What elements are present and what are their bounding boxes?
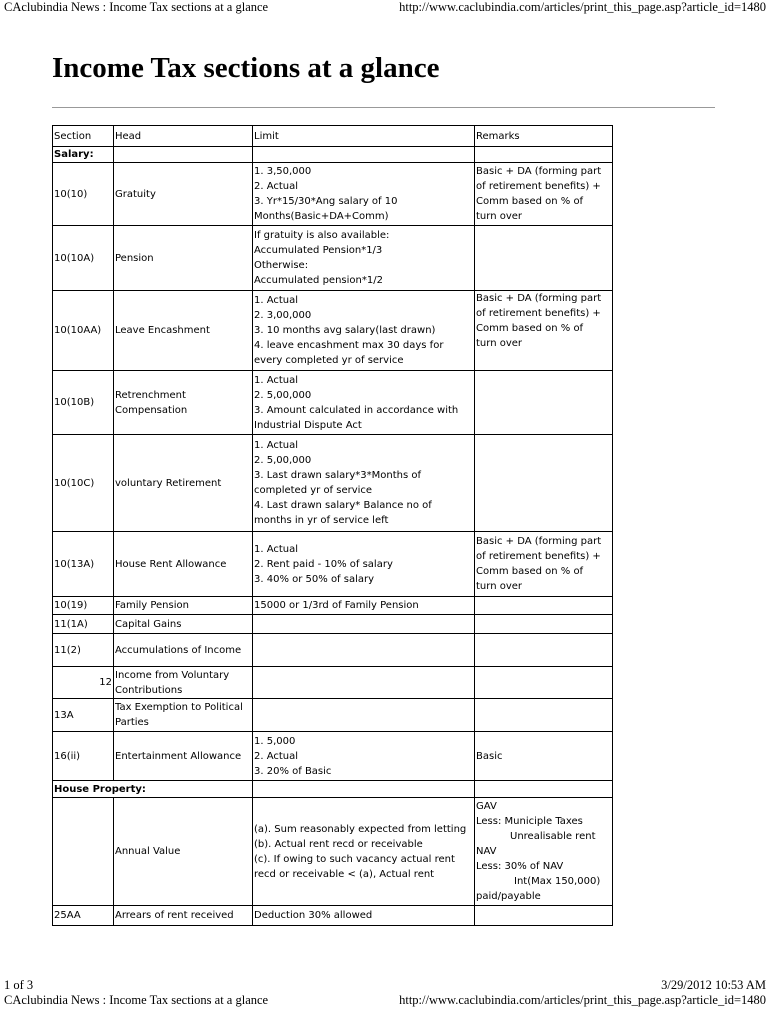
table-header-row xyxy=(53,126,613,147)
remarks-cell xyxy=(475,667,613,699)
table-row xyxy=(53,226,613,291)
print-footer-page-info xyxy=(4,978,766,993)
table-row xyxy=(53,597,613,615)
print-header-title: CAclubindia News : Income Tax sections at a glance xyxy=(4,0,269,14)
section-cell: 10(10B) xyxy=(53,371,114,435)
table-row xyxy=(53,732,613,781)
column-header-head: Head xyxy=(114,126,253,147)
page-title: Income Tax sections at a glance xyxy=(52,52,440,84)
remarks-cell xyxy=(475,906,613,926)
head-cell: Accumulations of Income xyxy=(114,634,253,667)
section-cell: 25AA xyxy=(53,906,114,926)
table-row xyxy=(53,798,613,906)
column-header-section: Section xyxy=(53,126,114,147)
section-cell: 10(13A) xyxy=(53,532,114,597)
limit-cell: 1. Actual 2. 5,00,000 3. Last drawn salary*3*Months of completed yr of service 4. Last drawn salary* Balance no of months in yr of service left xyxy=(253,435,475,532)
section-cell: 10(10C) xyxy=(53,435,114,532)
section-cell: 11(2) xyxy=(53,634,114,667)
table-row xyxy=(53,634,613,667)
remarks-cell xyxy=(475,226,613,291)
title-divider xyxy=(52,107,715,108)
table-row xyxy=(53,291,613,371)
remarks-cell: GAV Less: Municiple Taxes Unrealisable rent NAV Less: 30% of NAV Int(Max 150,000) paid/payable xyxy=(475,798,613,906)
group-label: Salary: xyxy=(53,147,114,163)
head-cell: Capital Gains xyxy=(114,615,253,634)
remarks-cell: Basic + DA (forming part of retirement benefits) + Comm based on % of turn over xyxy=(475,291,613,371)
remarks-cell xyxy=(475,435,613,532)
print-header-url: http://www.caclubindia.com/articles/print_this_page.asp?article_id=1480 xyxy=(399,0,766,14)
table-row xyxy=(53,163,613,226)
print-header xyxy=(4,0,766,15)
limit-cell: 1. Actual 2. 3,00,000 3. 10 months avg salary(last drawn) 4. leave encashment max 30 days for every completed yr of service xyxy=(253,291,475,371)
head-cell: Retrenchment Compensation xyxy=(114,371,253,435)
remarks-cell xyxy=(475,371,613,435)
limit-cell: 1. Actual 2. Rent paid - 10% of salary 3. 40% or 50% of salary xyxy=(253,532,475,597)
remarks-cell xyxy=(475,634,613,667)
print-footer-title: CAclubindia News : Income Tax sections at a glance xyxy=(4,993,269,1007)
limit-cell: 15000 or 1/3rd of Family Pension xyxy=(253,597,475,615)
print-footer-url: http://www.caclubindia.com/articles/print_this_page.asp?article_id=1480 xyxy=(399,993,766,1007)
remarks-cell: Basic + DA (forming part of retirement benefits) + Comm based on % of turn over xyxy=(475,532,613,597)
head-cell: Income from Voluntary Contributions xyxy=(114,667,253,699)
column-header-limit: Limit xyxy=(253,126,475,147)
head-cell: Entertainment Allowance xyxy=(114,732,253,781)
income-tax-sections-table xyxy=(52,125,613,926)
column-header-remarks: Remarks xyxy=(475,126,613,147)
head-cell: Annual Value xyxy=(114,798,253,906)
section-cell: 13A xyxy=(53,699,114,732)
remarks-cell xyxy=(475,699,613,732)
remarks-cell: Basic + DA (forming part of retirement benefits) + Comm based on % of turn over xyxy=(475,163,613,226)
limit-cell: 1. 3,50,000 2. Actual 3. Yr*15/30*Ang salary of 10 Months(Basic+DA+Comm) xyxy=(253,163,475,226)
head-cell: Arrears of rent received xyxy=(114,906,253,926)
section-cell: 10(10AA) xyxy=(53,291,114,371)
table-row xyxy=(53,532,613,597)
limit-cell: Deduction 30% allowed xyxy=(253,906,475,926)
page-number: 1 of 3 xyxy=(4,978,34,992)
section-cell xyxy=(53,798,114,906)
section-cell: 12 xyxy=(53,667,114,699)
head-cell: Family Pension xyxy=(114,597,253,615)
limit-cell: 1. Actual 2. 5,00,000 3. Amount calculated in accordance with Industrial Dispute Act xyxy=(253,371,475,435)
print-timestamp: 3/29/2012 10:53 AM xyxy=(661,978,766,992)
remarks-cell: Basic xyxy=(475,732,613,781)
head-cell: Pension xyxy=(114,226,253,291)
head-cell: Leave Encashment xyxy=(114,291,253,371)
table-row xyxy=(53,435,613,532)
table-row xyxy=(53,667,613,699)
section-cell: 11(1A) xyxy=(53,615,114,634)
table-row xyxy=(53,371,613,435)
remarks-cell xyxy=(475,597,613,615)
limit-cell xyxy=(253,634,475,667)
table-row xyxy=(53,906,613,926)
section-cell: 10(10) xyxy=(53,163,114,226)
head-cell: Tax Exemption to Political Parties xyxy=(114,699,253,732)
print-footer xyxy=(4,993,766,1008)
remarks-cell xyxy=(475,615,613,634)
limit-cell xyxy=(253,615,475,634)
limit-cell xyxy=(253,699,475,732)
head-cell: Gratuity xyxy=(114,163,253,226)
limit-cell xyxy=(253,667,475,699)
group-row-house-property xyxy=(53,781,613,798)
limit-cell: 1. 5,000 2. Actual 3. 20% of Basic xyxy=(253,732,475,781)
section-cell: 10(19) xyxy=(53,597,114,615)
head-cell: House Rent Allowance xyxy=(114,532,253,597)
section-cell: 16(ii) xyxy=(53,732,114,781)
head-cell: voluntary Retirement xyxy=(114,435,253,532)
limit-cell: If gratuity is also available: Accumulated Pension*1/3 Otherwise: Accumulated pension*1/2 xyxy=(253,226,475,291)
table-row xyxy=(53,699,613,732)
section-cell: 10(10A) xyxy=(53,226,114,291)
group-label: House Property: xyxy=(53,781,253,798)
limit-cell: (a). Sum reasonably expected from letting (b). Actual rent recd or receivable (c). If owing to such vacancy actual rent recd or receivable < (a), Actual rent xyxy=(253,798,475,906)
group-row-salary xyxy=(53,147,613,163)
table-row xyxy=(53,615,613,634)
